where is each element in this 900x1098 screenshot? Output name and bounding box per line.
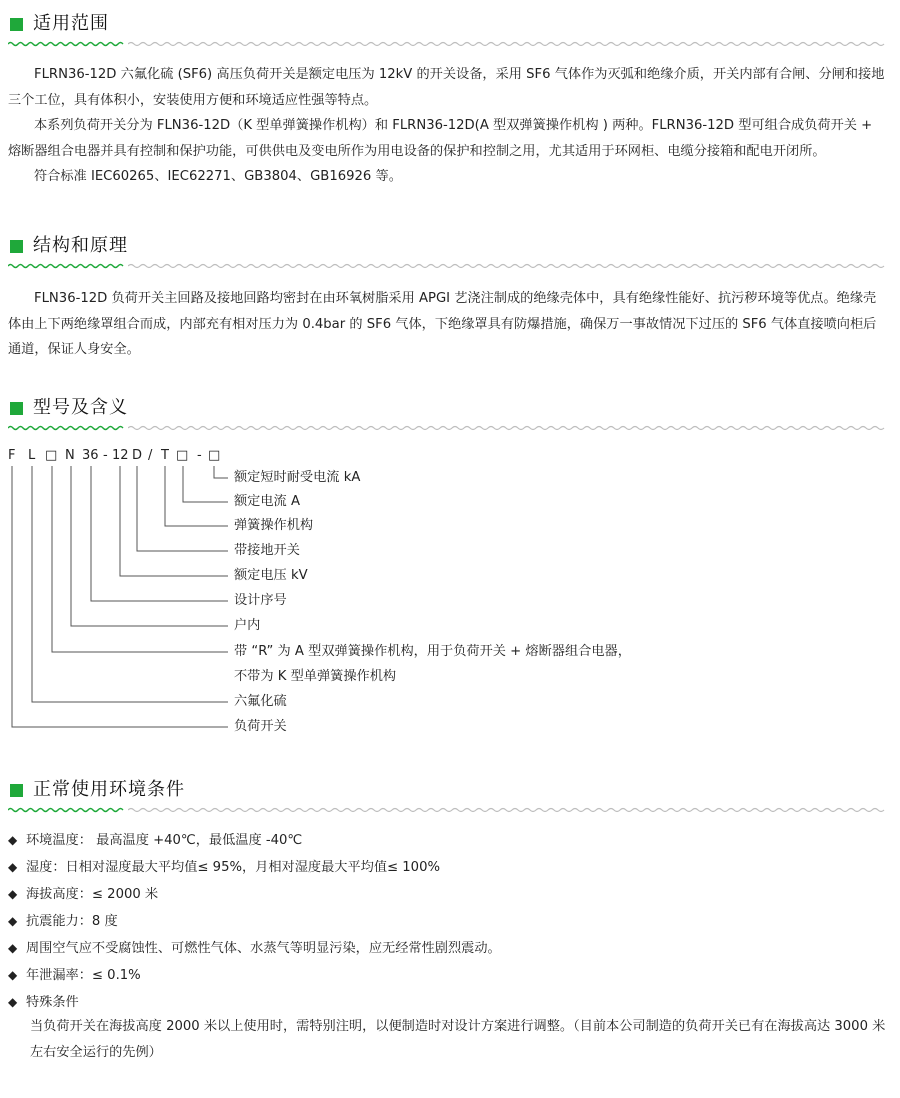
model-label: 带接地开关 [234, 543, 300, 558]
green-wave-underline [8, 424, 126, 432]
section-structure [0, 234, 900, 268]
env-item [8, 912, 118, 931]
section-header [0, 12, 900, 46]
env-item-text: 抗震能力：8 度 [26, 914, 118, 929]
diamond-bullet-icon: ◆ [8, 833, 18, 847]
code-char: / [148, 448, 153, 463]
code-char: 12 [112, 448, 129, 463]
diamond-bullet-icon: ◆ [8, 860, 18, 874]
model-label: 额定电流 A [234, 494, 300, 509]
env-item-text: 海拔高度：≤ 2000 米 [26, 887, 159, 902]
section-model [0, 396, 900, 430]
code-char: D [132, 448, 143, 463]
code-char: □ [208, 448, 221, 463]
code-char: T [161, 448, 169, 463]
section-marker-icon [10, 784, 23, 797]
env-item [8, 966, 141, 985]
green-wave-underline [8, 806, 126, 814]
env-item-text: 环境温度： 最高温度 +40℃，最低温度 -40℃ [26, 833, 303, 848]
model-label: 户内 [234, 618, 261, 633]
env-item [8, 993, 79, 1012]
env-item [8, 831, 302, 850]
env-item-text: 湿度：日相对湿度最大平均值≤ 95%，月相对湿度最大平均值≤ 100% [26, 860, 440, 875]
code-char: □ [45, 448, 58, 463]
diamond-bullet-icon: ◆ [8, 995, 18, 1009]
section-title: 型号及含义 [33, 397, 128, 418]
model-label: 不带为 K 型单弹簧操作机构 [234, 669, 397, 684]
model-label: 带 “R” 为 A 型双弹簧操作机构，用于负荷开关 + 熔断器组合电器， [234, 644, 631, 659]
env-item-text: 年泄漏率：≤ 0.1% [26, 968, 141, 983]
model-label: 设计序号 [234, 593, 287, 608]
code-char: □ [176, 448, 189, 463]
special-condition-text: 当负荷开关在海拔高度 2000 米以上使用时，需特别注明，以便制造时对设计方案进行调整。（目前本公司制造的负荷开关已有在海拔高达 3000 米左右安全运行的先例） [30, 1019, 886, 1060]
structure-paragraph-1: FLN36-12D 负荷开关主回路及接地回路均密封在由环氧树脂采用 APGI 艺浇注制成的绝缘壳体中，具有绝缘性能好、抗污秽环境等优点。绝缘壳体由上下两绝缘罩组合而成，内部充有相对压力为 0.4bar 的 SF6 气体，下绝缘罩具有防爆措施，确保万一事故情况下过压的 SF6 气体直接喷向柜后通道，保证人身安全。 [8, 291, 877, 357]
section-header [0, 234, 900, 268]
env-item [8, 885, 158, 904]
model-label: 额定短时耐受电流 kA [234, 470, 361, 485]
model-label: 额定电压 kV [234, 568, 308, 583]
green-wave-underline [8, 40, 126, 48]
section-marker-icon [10, 402, 23, 415]
code-char: - [103, 448, 108, 463]
structure-text [8, 286, 886, 363]
grey-wave-underline [128, 424, 886, 432]
section-title: 适用范围 [33, 13, 109, 34]
section-marker-icon [10, 18, 23, 31]
code-char: N [65, 448, 75, 463]
model-label: 六氟化硫 [234, 694, 287, 709]
section-title: 正常使用环境条件 [33, 779, 185, 800]
code-char: L [28, 448, 36, 463]
env-item [8, 939, 501, 958]
diamond-bullet-icon: ◆ [8, 968, 18, 982]
section-scope [0, 12, 900, 46]
scope-paragraph-3: 符合标准 IEC60265、IEC62271、GB3804、GB16926 等。 [34, 169, 402, 184]
grey-wave-underline [128, 806, 886, 814]
code-char: - [197, 448, 202, 463]
section-environment [0, 778, 900, 812]
section-header [0, 778, 900, 812]
model-label: 负荷开关 [234, 719, 287, 734]
green-wave-underline [8, 262, 126, 270]
section-marker-icon [10, 240, 23, 253]
model-label: 弹簧操作机构 [234, 518, 314, 533]
scope-paragraph-1: FLRN36-12D 六氟化硫 (SF6) 高压负荷开关是额定电压为 12kV 的开关设备，采用 SF6 气体作为灭弧和绝缘介质，开关内部有合闸、分闸和接地三个工位，具有体积小，安装使用方便和环境适应性强等特点。 [8, 67, 885, 108]
diamond-bullet-icon: ◆ [8, 941, 18, 955]
env-item-text: 周围空气应不受腐蚀性、可燃性气体、水蒸气等明显污染，应无经常性剧烈震动。 [26, 941, 501, 956]
code-char: F [8, 448, 16, 463]
grey-wave-underline [128, 40, 886, 48]
env-item [8, 858, 440, 877]
section-header [0, 396, 900, 430]
diamond-bullet-icon: ◆ [8, 887, 18, 901]
scope-paragraph-2: 本系列负荷开关分为 FLN36-12D（K 型单弹簧操作机构）和 FLRN36-12D(A 型双弹簧操作机构 ) 两种。FLRN36-12D 型可组合成负荷开关 + 熔断器组合电器并具有控制和保护功能，可供供电及变电所作为用电设备的保护和控制之用，尤其适用于环网柜、电缆分接箱和配电开闭所。 [8, 118, 873, 159]
diamond-bullet-icon: ◆ [8, 914, 18, 928]
code-char: 36 [82, 448, 99, 463]
env-item-text: 特殊条件 [26, 995, 79, 1010]
section-title: 结构和原理 [33, 235, 128, 256]
scope-text [8, 62, 886, 190]
grey-wave-underline [128, 262, 886, 270]
